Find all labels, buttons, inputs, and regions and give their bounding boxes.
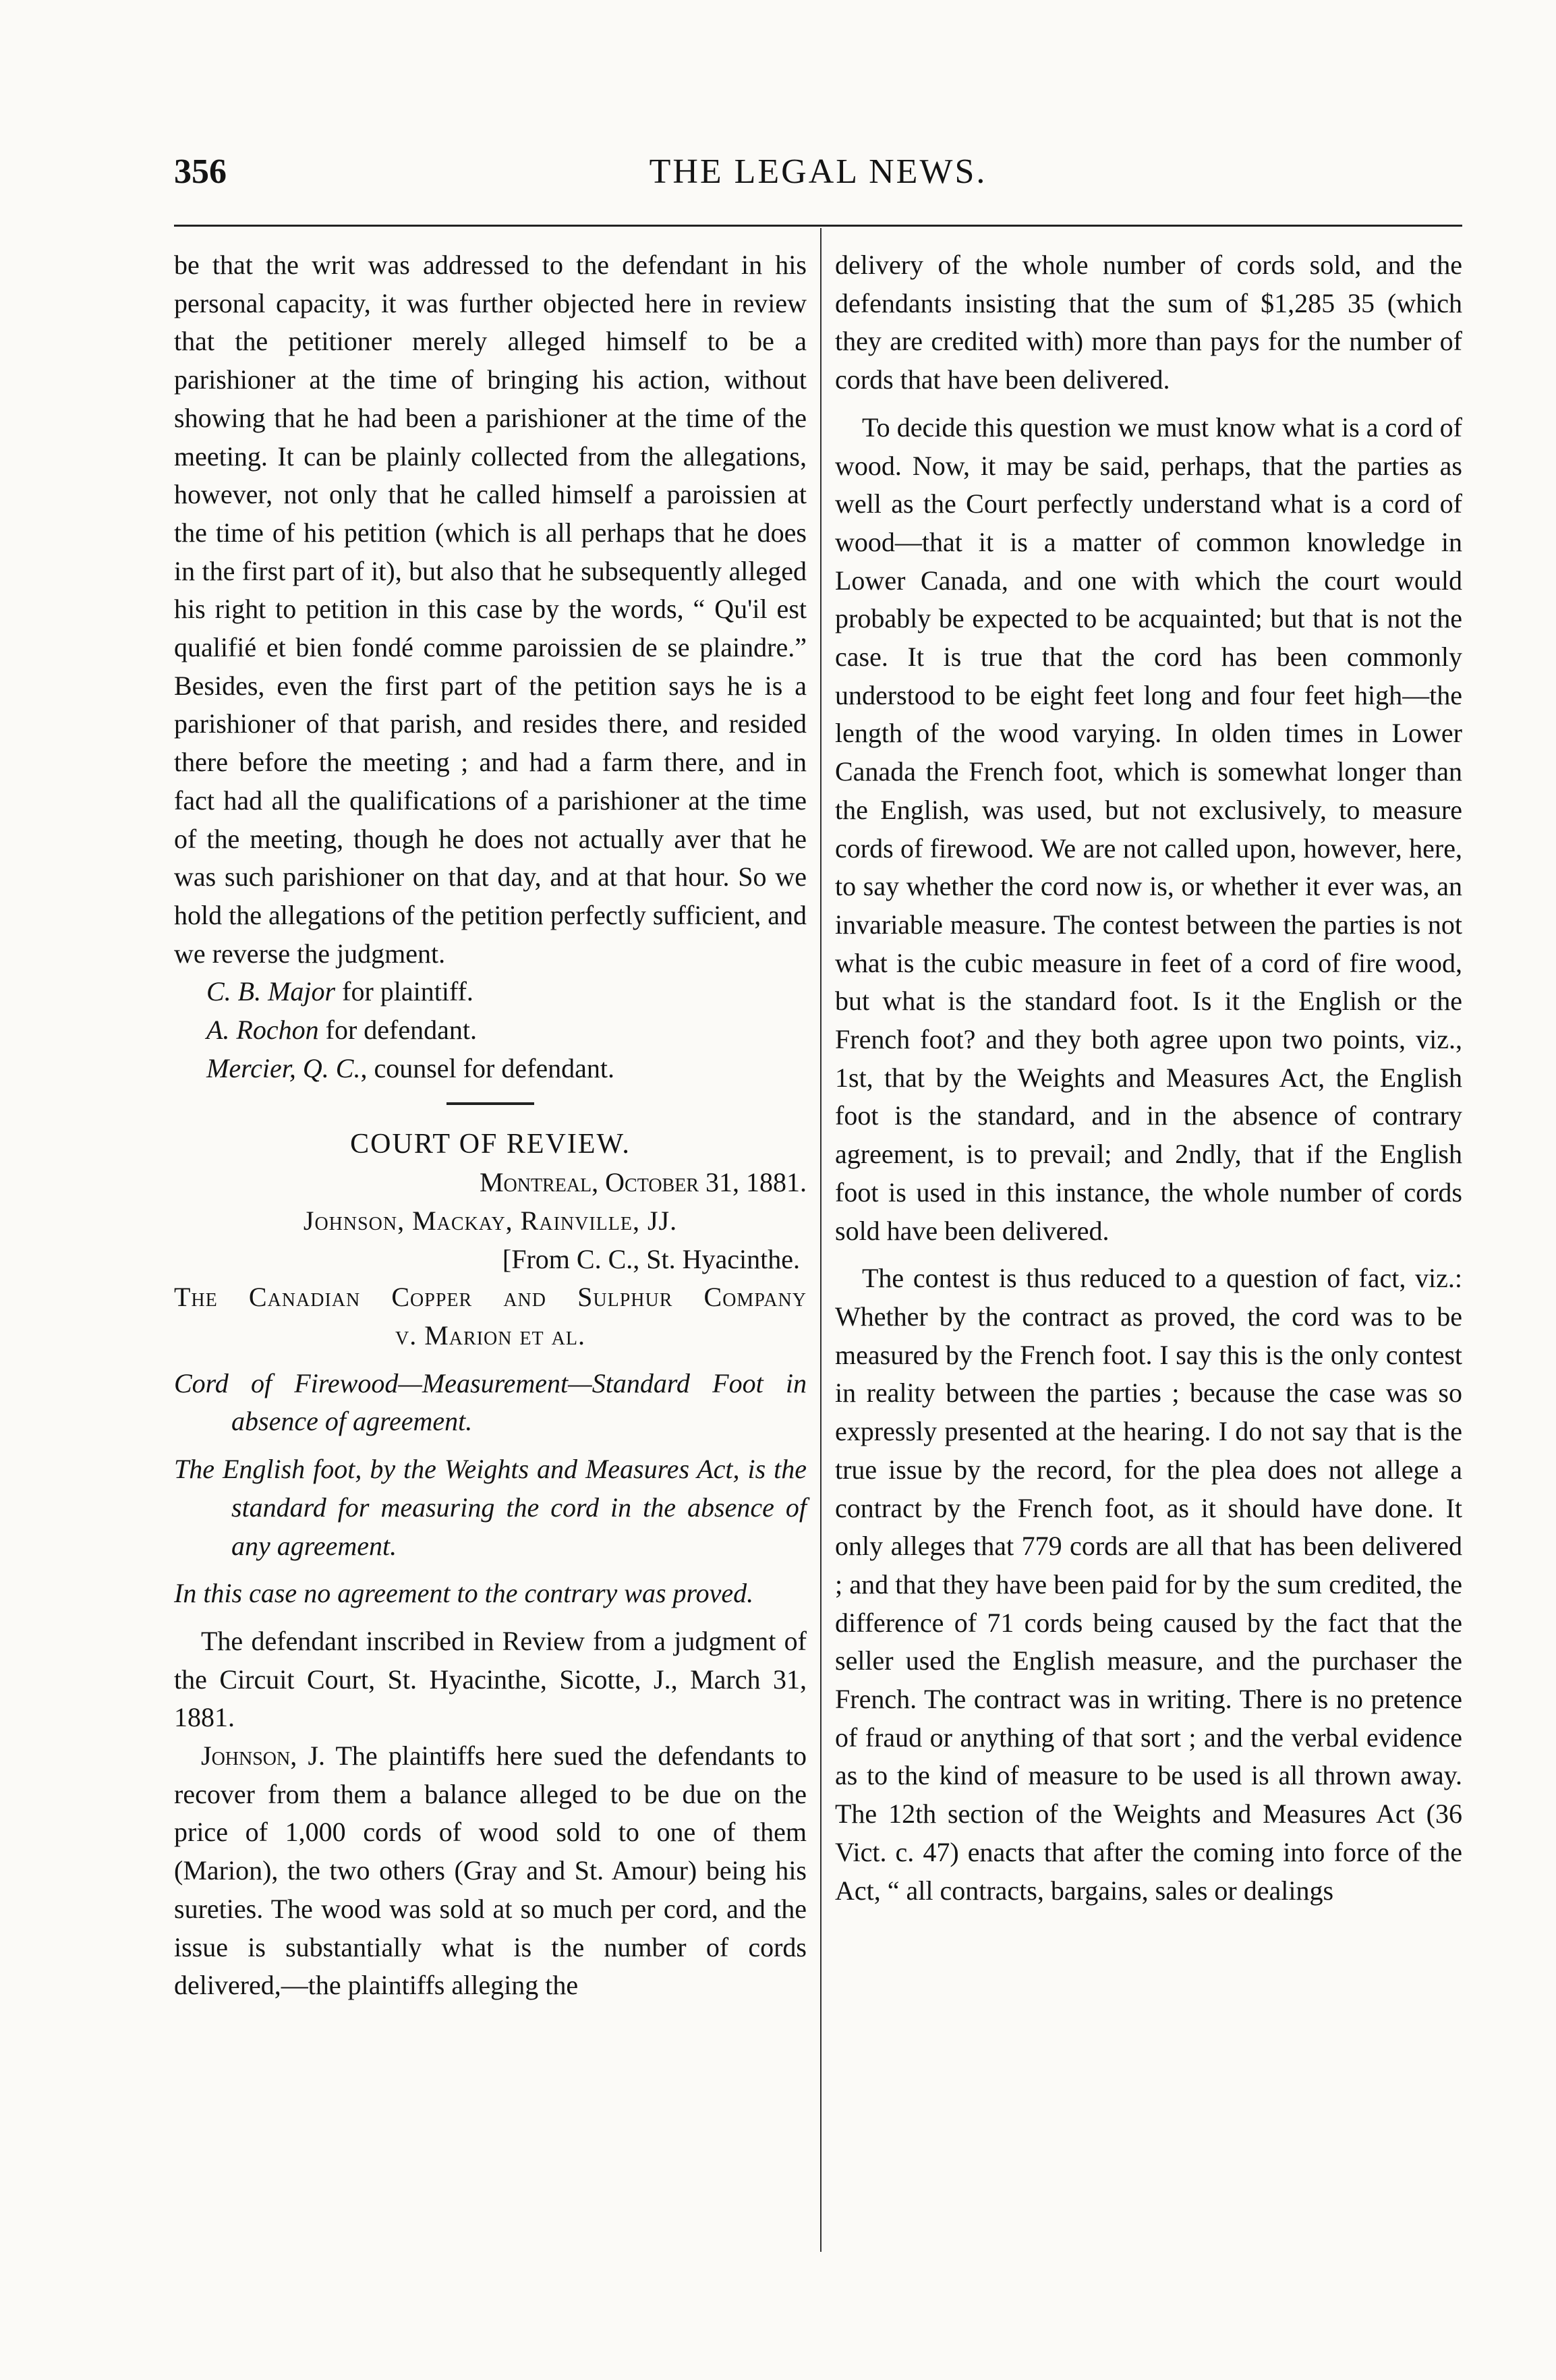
section-rule — [446, 1102, 534, 1105]
counsel-line-counsel: Mercier, Q. C., counsel for defendant. — [206, 1052, 615, 1083]
headnote: In this case no agreement to the contrary was proved. — [174, 1578, 754, 1609]
judge-name: Johnson, J. — [201, 1740, 326, 1772]
judges: Johnson, Mackay, Rainville, JJ. — [303, 1205, 678, 1236]
page-header — [174, 152, 1462, 199]
case-title-versus: v. Marion et al. — [395, 1320, 585, 1351]
body-paragraph: The defendant inscribed in Review from a judgment of the Circuit Court, St. Hyacinthe, Sicotte, J., March 31, 1881. — [174, 1625, 807, 1733]
dateline: Montreal, October 31, 1881. — [479, 1167, 807, 1198]
counsel-name: Mercier, Q. C. — [206, 1052, 361, 1083]
page-number: 356 — [174, 152, 227, 191]
column-divider — [820, 228, 822, 2252]
counsel-name: C. B. Major — [206, 976, 336, 1007]
running-title: THE LEGAL NEWS. — [649, 152, 987, 191]
case-title: The Canadian Copper and Sulphur Company — [174, 1282, 807, 1313]
right-column — [835, 246, 1462, 1910]
left-column — [174, 246, 807, 2005]
body-paragraph: The contest is thus reduced to a question of fact, viz.: Whether by the contract as proved, the cord was to be measured by the French foot. I say this is the only contest in reality between the parties ; because the case was so expressly presented at the hearing. I do not say that is the true issue by the record, for the plea does not allege a contract by the French foot, as it should have done. It only alleges that 779 cords are all that has been delivered ; and that they have been paid for by the sum credited, the difference of 71 cords being caused by the fact that the seller used the English measure, and the purchaser the French. The contract was in writing. There is no pretence of fraud or anything of that sort ; and the verbal evidence as to the kind of measure to be used is all thrown away. The 12th section of the Weights and Measures Act (36 Vict. c. 47) enacts that after the coming into force of the Act, “ all contracts, bargains, sales or dealings — [835, 1263, 1462, 1906]
counsel-line-plaintiff: C. B. Major for plaintiff. — [206, 976, 473, 1007]
counsel-line-defendant: A. Rochon for defendant. — [206, 1015, 477, 1046]
court-heading: COURT OF REVIEW. — [350, 1129, 631, 1160]
body-paragraph: Johnson, J. The plaintiffs here sued the defendants to recover from them a balance alleged to be due on the price of 1,000 cords of wood sold to one of them (Marion), the two others (Gray and St. Amour) being his sureties. The wood was sold at so much per cord, and the issue is substantially what is the number of cords delivered,—the plaintiffs alleging the — [174, 1740, 807, 2001]
header-rule — [174, 225, 1462, 227]
body-paragraph: delivery of the whole number of cords sold, and the defendants insisting that the sum of $1,285 35 (which they are credited with) more than pays for the number of cords that have been delivered. — [835, 250, 1462, 395]
opening-paragraph: be that the writ was addressed to the defendant in his personal capacity, it was further objected here in review that the petitioner merely alleged himself to be a parishioner at the time of bringing his action, without showing that he had been a parishioner at the time of the meeting. It can be plainly collected from the allegations, however, not only that he called himself a paroissien at the time of his petition (which is all perhaps that he does in the first part of it), but also that he subsequently alleged his right to petition in this case by the words, “ Qu'il est qualifié et bien fondé comme paroissien de se plaindre.” Besides, even the first part of the petition says he is a parishioner of that parish, and resides there, and resided there before the meeting ; and had a farm there, and in fact had all the qualifications of a parishioner at the time of the meeting, though he does not actually aver that he was such parishioner on that day, and at that hour. So we hold the allegations of the petition perfectly sufficient, and we reverse the judgment. — [174, 250, 807, 969]
from-court: [From C. C., St. Hyacinthe. — [502, 1243, 800, 1274]
counsel-name: A. Rochon — [206, 1015, 319, 1046]
headnote: The English foot, by the Weights and Measures Act, is the standard for measuring the cord in the absence of any agreement. — [174, 1454, 807, 1561]
headnote-subject: Cord of Firewood—Measurement—Standard Foot in absence of agreement. — [174, 1367, 807, 1437]
body-paragraph: To decide this question we must know what is a cord of wood. Now, it may be said, perhaps, that the parties as well as the Court perfectly understand what is a cord of wood—that it is a matter of common knowledge in Lower Canada, and one with which the court would probably be expected to be acquainted; but that is not the case. It is true that the cord has been commonly understood to be eight feet long and four feet high—the length of the wood varying. In olden times in Lower Canada the French foot, which is somewhat longer than the English, was used, but not exclusively, to measure cords of firewood. We are not called upon, however, here, to say whether the cord now is, or whether it ever was, an invariable measure. The contest between the parties is not what is the cubic measure in feet of a cord of fire wood, but what is the standard foot. Is it the English or the French foot? and they both agree upon two points, viz., 1st, that by the Weights and Measures Act, the English foot is the standard, and in the absence of contrary agreement, is to prevail; and 2ndly, that if the English foot is used in this instance, the whole number of cords sold have been delivered. — [835, 412, 1462, 1246]
